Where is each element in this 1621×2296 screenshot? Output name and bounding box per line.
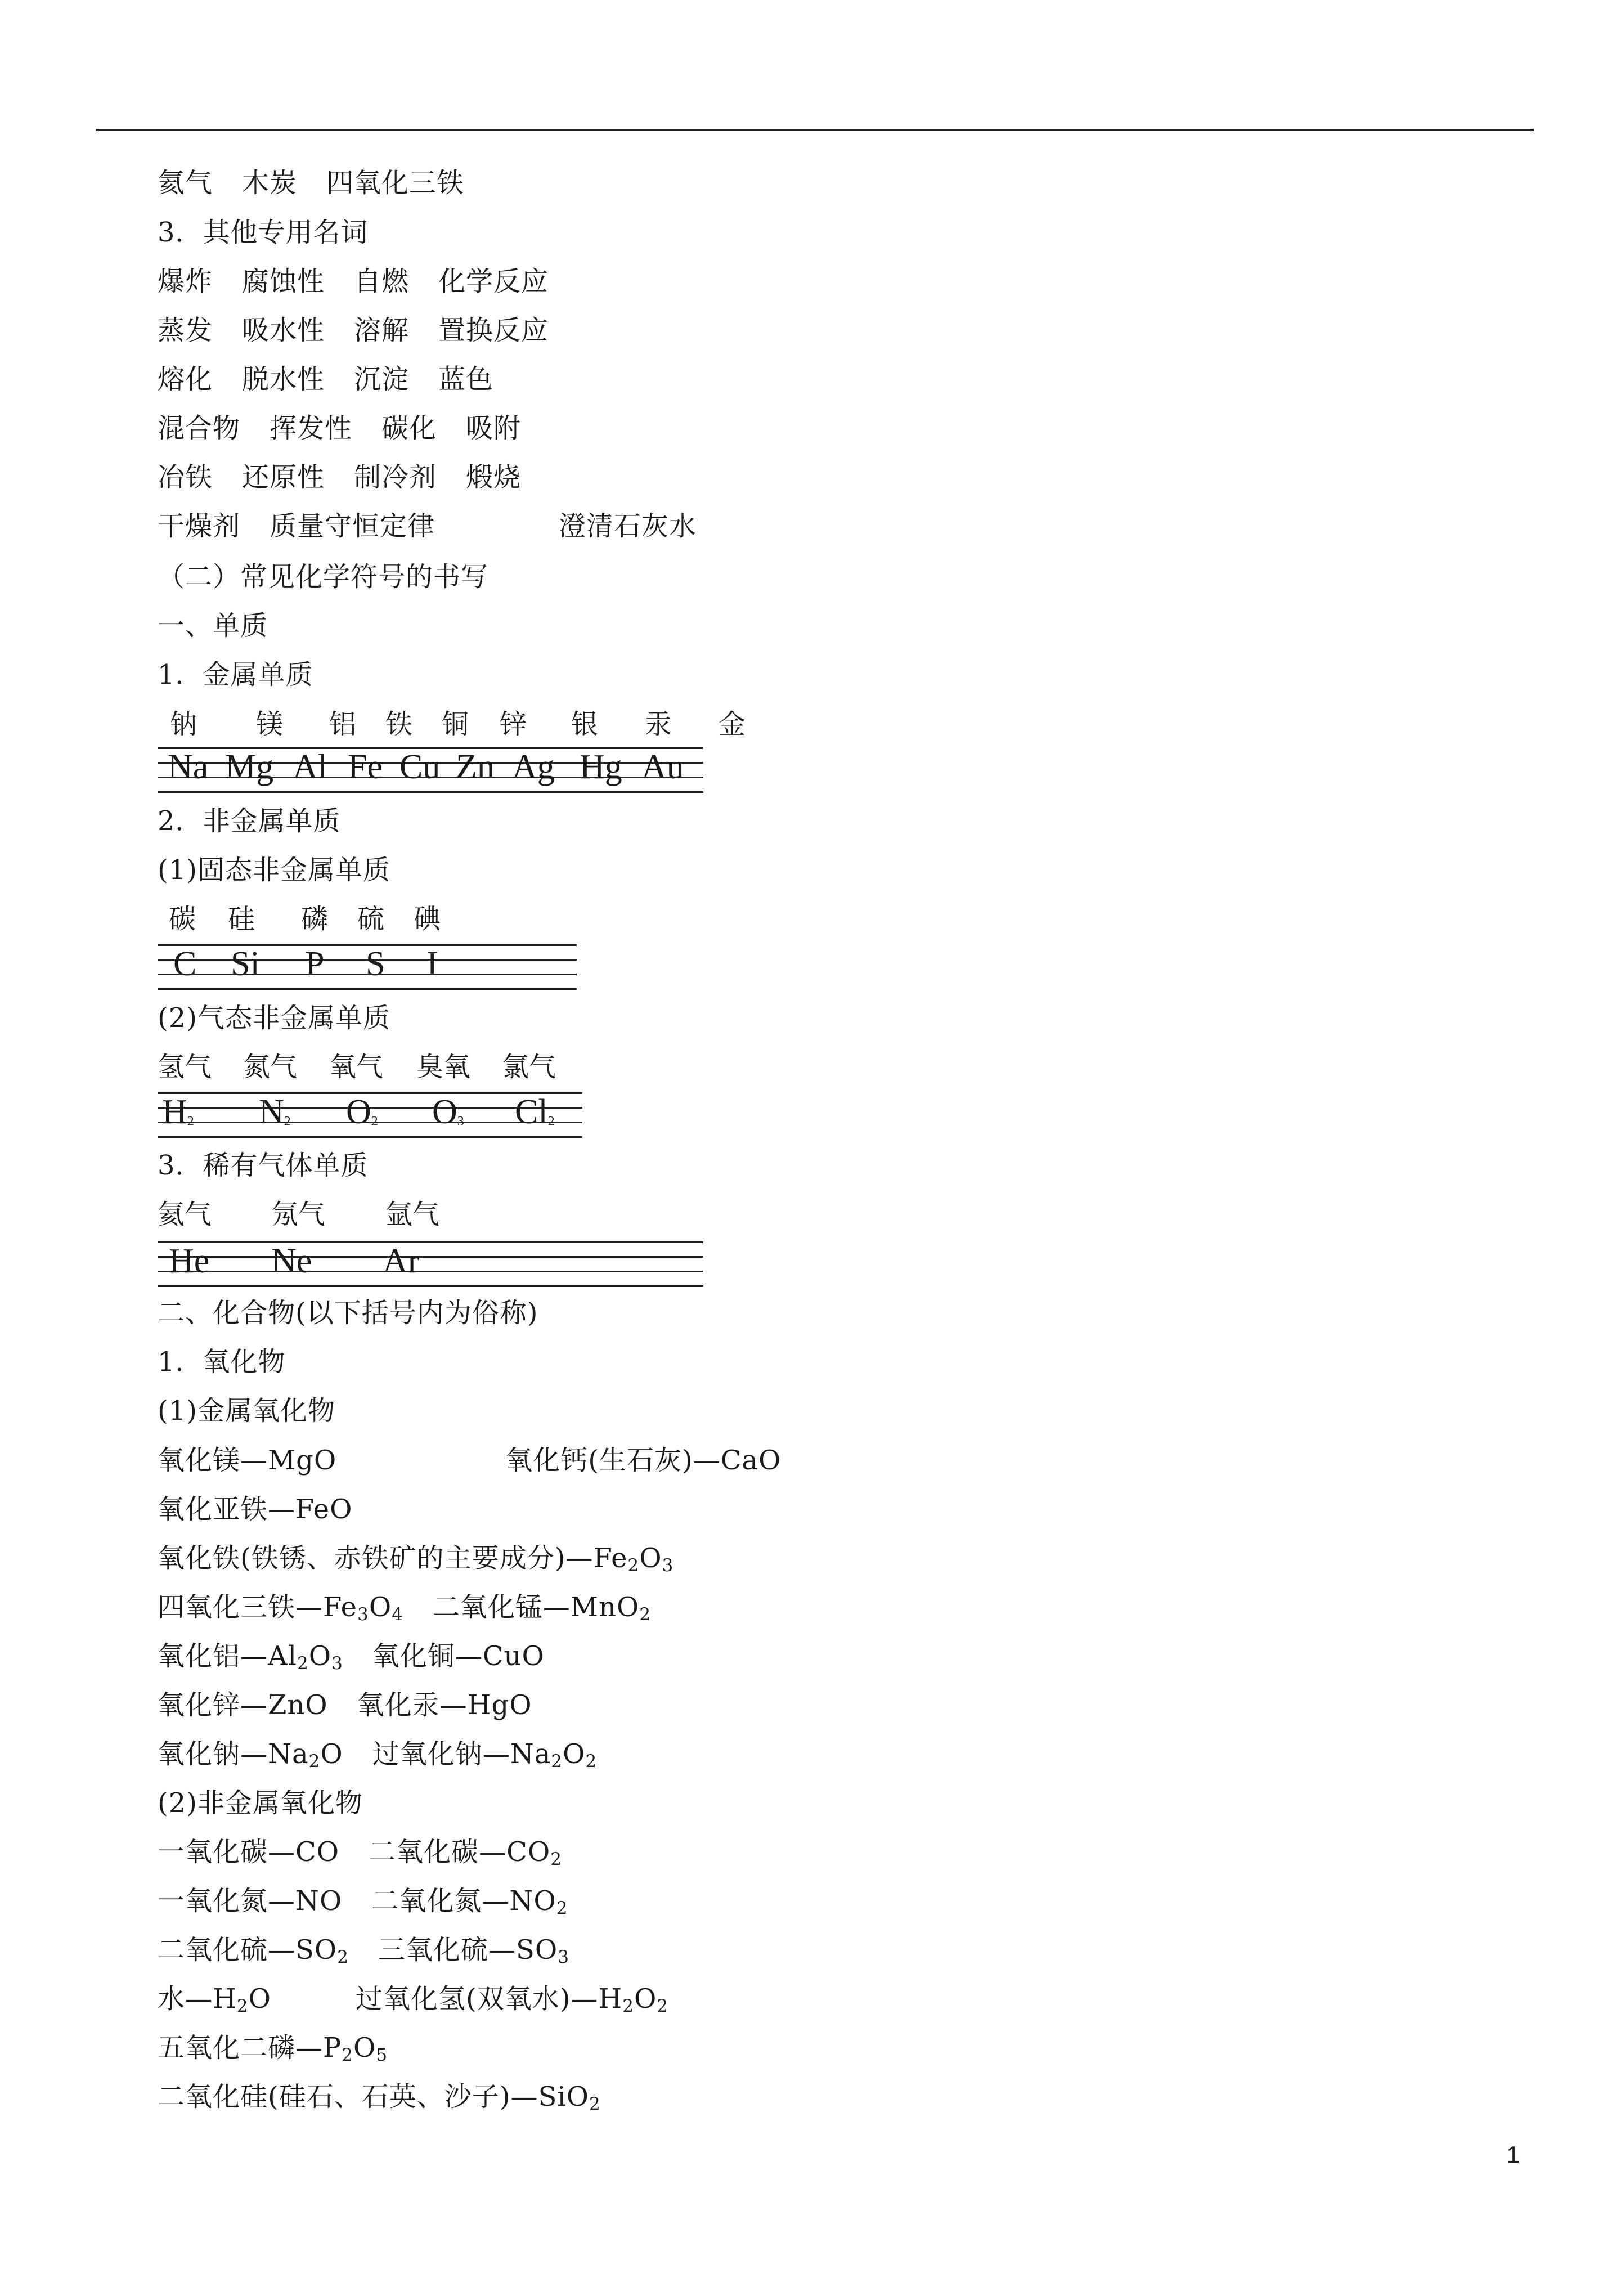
oxide-line: 五氧化二磷$—P_2O_5$	[158, 2032, 388, 2065]
term-row: 干燥剂 质量守恒定律 澄清石灰水	[158, 510, 697, 542]
oxide-line: 氧化镁—MgO 氧化钙(生石灰)—CaO	[158, 1445, 782, 1476]
subsection-heading: (2)气态非金属单质	[158, 1002, 390, 1034]
oxide-line: 氧化钠$—Na_2O$ 过氧化钠$—Na_2O_2$	[158, 1738, 598, 1772]
section-heading: 二、化合物(以下括号内为俗称)	[158, 1297, 538, 1329]
oxide-line: 氧化锌—ZnO 氧化汞—HgO	[158, 1689, 532, 1721]
term-row: 蒸发 吸水性 溶解 置换反应	[158, 315, 549, 346]
section-heading: 1．氧化物	[158, 1346, 286, 1378]
term: 四氧化三铁	[326, 167, 465, 199]
term: 氦气	[158, 167, 213, 199]
section-heading: 3．稀有气体单质	[158, 1150, 369, 1181]
oxide-line: 四氧化三铁$—Fe_3O_4$ 二氧化锰—MnO$_2$	[158, 1591, 652, 1625]
oxide-line: 氧化铁(铁锈、赤铁矿的主要成分)$—Fe_2O_3$	[158, 1542, 674, 1576]
term-row: 混合物 挥发性 碳化 吸附	[158, 412, 522, 444]
gas-nonmetal-names-row: 氢气 氮气 氧气 臭氧 氯气	[158, 1051, 556, 1083]
oxide-line: 二氧化硫$—SO_2$ 三氧化硫$—SO_3$	[158, 1934, 569, 1967]
subsection-heading: (1)金属氧化物	[158, 1395, 335, 1427]
oxide-line: 水$—H_2O$ 过氧化氢(双氧水)$—H_2O_2$	[158, 1983, 669, 2016]
noble-gas-names-row: 氦气 氖气 氩气	[158, 1199, 440, 1230]
noble-gas-symbols-staff: He Ne Ar	[158, 1241, 703, 1288]
metal-names-row: 钠 镁 铝 铁 铜 锌 银 汞 金	[170, 708, 746, 740]
subsection-heading: (1)固态非金属单质	[158, 854, 390, 886]
oxide-line: 氧化铝$—Al_2O_3$ 氧化铜—CuO	[158, 1640, 545, 1674]
part-heading: （二）常见化学符号的书写	[158, 561, 489, 593]
term: 木炭	[242, 167, 298, 199]
term-row: 爆炸 腐蚀性 自燃 化学反应	[158, 266, 549, 297]
section-heading: 一、单质	[158, 610, 268, 642]
term-row: 熔化 脱水性 沉淀 蓝色	[158, 364, 494, 395]
oxide-line: 二氧化硅(硅石、石英、沙子)—SiO$_2$	[158, 2081, 601, 2114]
page-number: 1	[1506, 2141, 1520, 2168]
header-rule	[96, 129, 1534, 131]
solid-nonmetal-names-row: 碳 硅 磷 硫 碘	[169, 903, 441, 935]
section-heading: 1．金属单质	[158, 659, 313, 690]
section-heading: 3．其他专用名词	[158, 217, 369, 248]
oxide-line: 一氧化氮—NO 二氧化氮$—NO_2$	[158, 1885, 568, 1918]
oxide-line: 氧化亚铁—FeO	[158, 1494, 353, 1525]
oxide-line: 一氧化碳—CO 二氧化碳$—CO_2$	[158, 1836, 562, 1869]
subsection-heading: (2)非金属氧化物	[158, 1787, 363, 1819]
gas-nonmetal-symbols-staff: $H_2$ $N_2$ $O_2$ $O_3$ $Cl_2$	[158, 1092, 582, 1138]
text-line-top	[158, 163, 464, 203]
section-heading: 2．非金属单质	[158, 805, 341, 837]
term-row: 冶铁 还原性 制冷剂 煅烧	[158, 461, 522, 493]
metal-symbols-staff: Na Mg Al Fe Cu Zn Ag Hg Au	[158, 747, 703, 793]
solid-nonmetal-symbols-staff: C Si P S I	[158, 944, 577, 990]
